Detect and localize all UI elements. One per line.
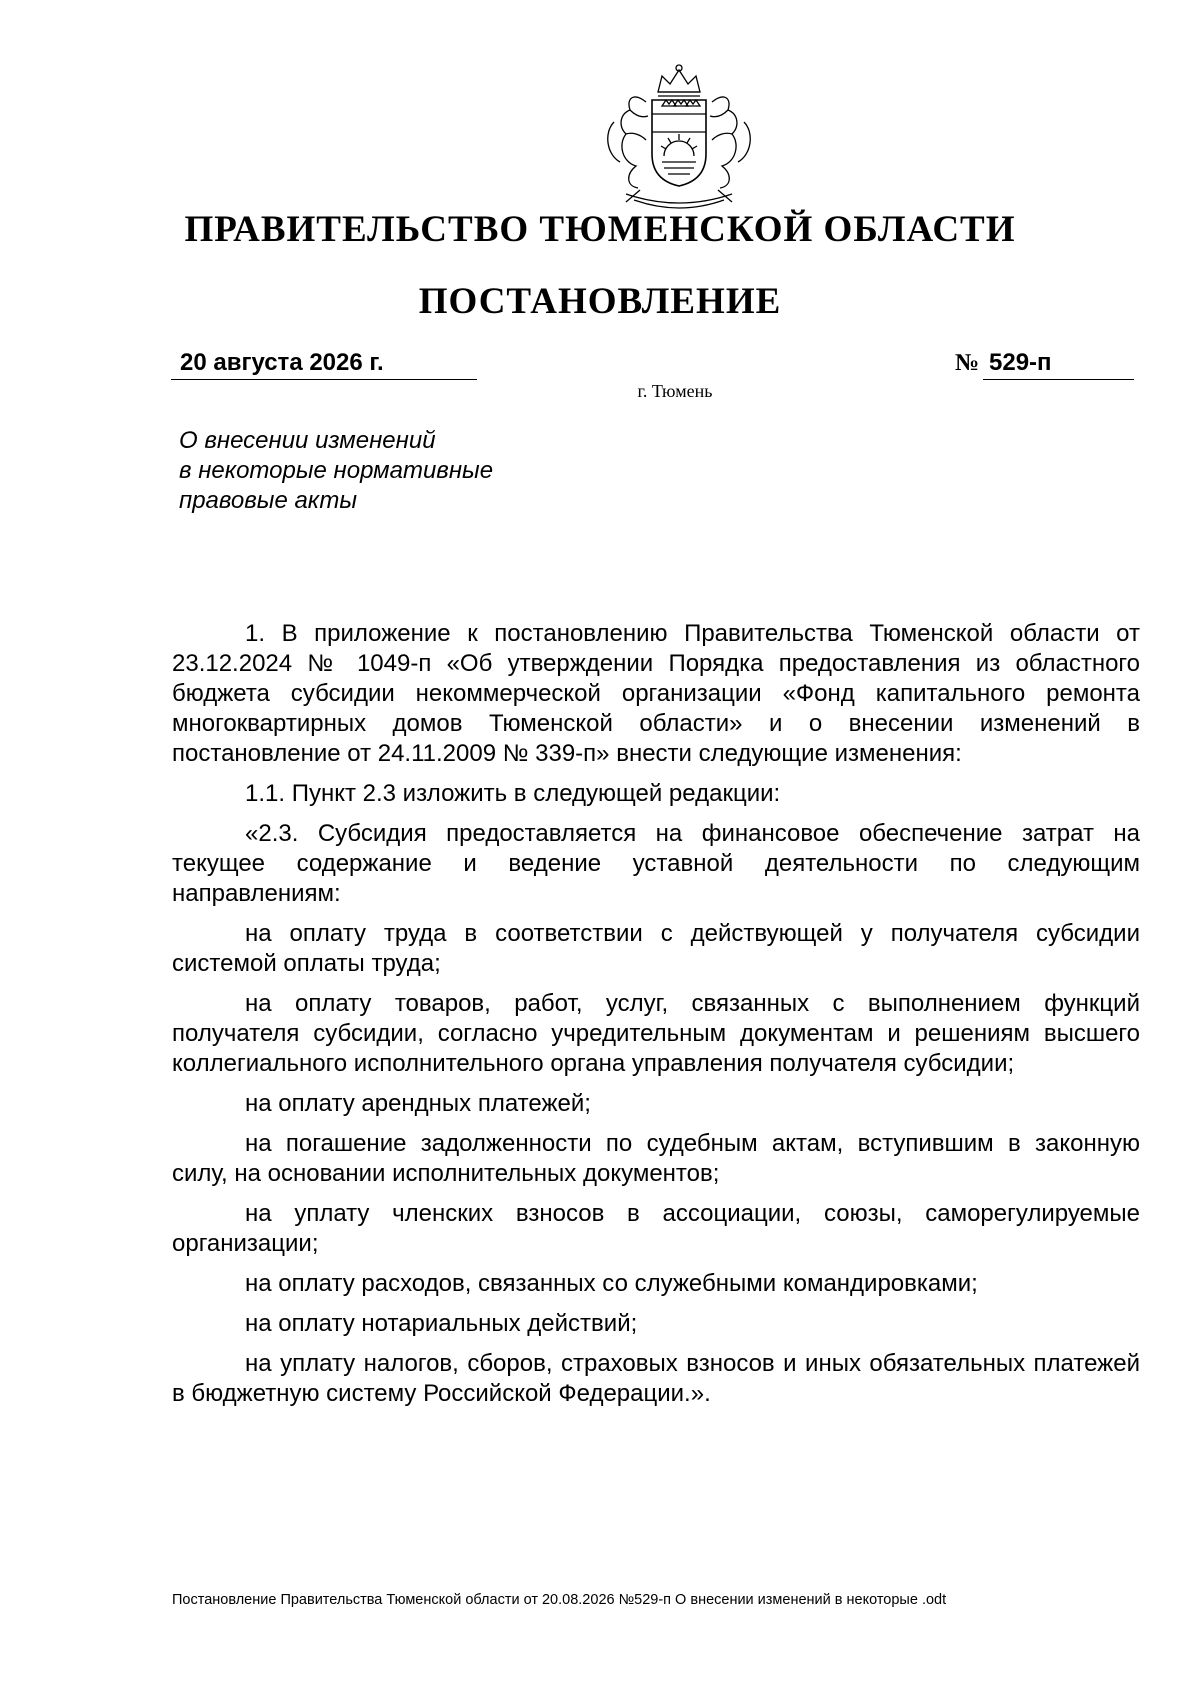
page-footer: Постановление Правительства Тюменской области от 20.08.2026 №529-п О внесении изменений в некоторые .odt <box>172 1592 947 1608</box>
document-number: 529-п <box>983 348 1134 380</box>
body-paragraph: 1. В приложение к постановлению Правительства Тюменской области от 23.12.2024 № 1049-п «Об утверждении Порядка предоставления из областного бюджета субсидии некоммерческой организации «Фонд капитального ремонта многоквартирных домов Тюменской области» и о внесении изменений в постановление от 24.11.2009 № 339-п» внести следующие изменения: <box>172 620 1140 767</box>
body-paragraph: 1.1. Пункт 2.3 изложить в следующей редакции: <box>245 780 781 807</box>
subject-line: в некоторые нормативные <box>179 457 494 484</box>
document-city: г. Тюмень <box>637 381 713 401</box>
body-paragraph: на погашение задолженности по судебным актам, вступившим в законную силу, на основании исполнительных документов; <box>172 1130 1140 1187</box>
body-paragraph: на уплату членских взносов в ассоциации, союзы, саморегулируемые организации; <box>172 1200 1140 1257</box>
body-paragraph: на оплату нотариальных действий; <box>245 1310 638 1337</box>
body-paragraph: на оплату труда в соответствии с действующей у получателя субсидии системой оплаты труда; <box>172 920 1140 977</box>
document-date: 20 августа 2026 г. <box>171 348 477 380</box>
subject-line: правовые акты <box>179 487 358 514</box>
subject-line: О внесении изменений <box>179 427 436 454</box>
body-paragraph: на оплату товаров, работ, услуг, связанных с выполнением функций получателя субсидии, согласно учредительным документам и решениям высшего коллегиального исполнительного органа управления получателя субсидии; <box>172 990 1140 1077</box>
body-paragraph: на оплату расходов, связанных со служебными командировками; <box>245 1270 978 1297</box>
body-paragraph: на оплату арендных платежей; <box>245 1090 591 1117</box>
document-body <box>172 619 1140 1419</box>
organization-title: ПРАВИТЕЛЬСТВО ТЮМЕНСКОЙ ОБЛАСТИ <box>184 209 1016 250</box>
document-number-label: № <box>955 350 980 376</box>
document-subject <box>179 426 599 516</box>
body-paragraph: «2.3. Субсидия предоставляется на финансовое обеспечение затрат на текущее содержание и ведение уставной деятельности по следующим направлениям: <box>172 820 1140 907</box>
body-paragraph: на уплату налогов, сборов, страховых взносов и иных обязательных платежей в бюджетную систему Российской Федерации.». <box>172 1350 1140 1407</box>
coat-of-arms-icon <box>596 62 762 210</box>
document-type-title: ПОСТАНОВЛЕНИЕ <box>418 281 782 322</box>
